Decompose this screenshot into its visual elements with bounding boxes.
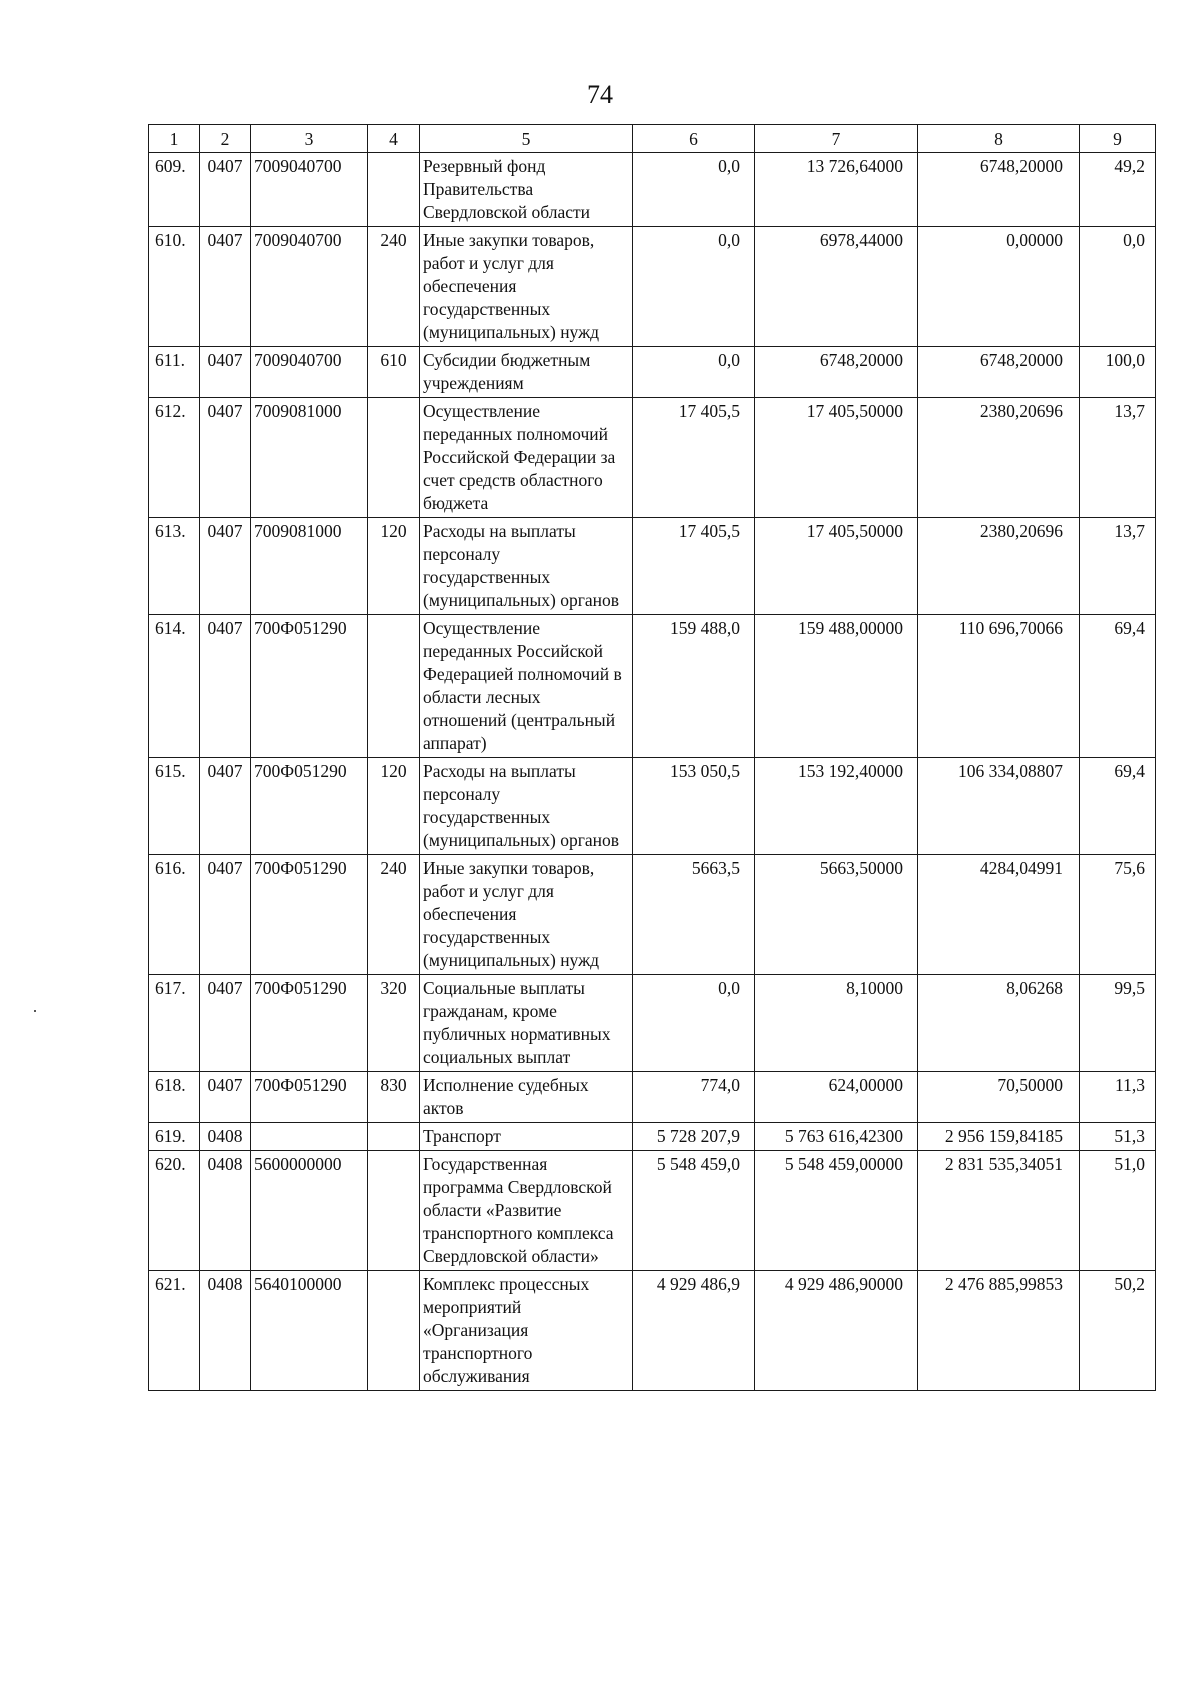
plan-cell: 0,0 [633, 975, 755, 1072]
executed-cell: 110 696,70066 [918, 615, 1080, 758]
percent-cell: 13,7 [1080, 518, 1156, 615]
refined-plan-cell: 624,00000 [755, 1072, 918, 1123]
percent-cell: 100,0 [1080, 347, 1156, 398]
section-code-cell: 0407 [200, 855, 251, 975]
percent-cell: 13,7 [1080, 398, 1156, 518]
table-row [149, 615, 1156, 758]
column-header: 4 [368, 125, 420, 153]
plan-cell: 4 929 486,9 [633, 1271, 755, 1391]
section-code-cell: 0408 [200, 1123, 251, 1151]
target-code-cell: 5640100000 [251, 1271, 368, 1391]
section-code-cell: 0408 [200, 1151, 251, 1271]
refined-plan-cell: 6978,44000 [755, 227, 918, 347]
column-header: 7 [755, 125, 918, 153]
executed-cell: 2 956 159,84185 [918, 1123, 1080, 1151]
percent-cell: 99,5 [1080, 975, 1156, 1072]
section-code-cell: 0408 [200, 1271, 251, 1391]
scan-speck [34, 1010, 36, 1012]
plan-cell: 153 050,5 [633, 758, 755, 855]
refined-plan-cell: 4 929 486,90000 [755, 1271, 918, 1391]
description-cell: Государственная программа Свердловской области «Развитие транспортного комплекса Свердловской области» [420, 1151, 633, 1271]
table-row [149, 975, 1156, 1072]
description-cell: Исполнение судебных актов [420, 1072, 633, 1123]
executed-cell: 6748,20000 [918, 347, 1080, 398]
refined-plan-cell: 17 405,50000 [755, 398, 918, 518]
plan-cell: 5663,5 [633, 855, 755, 975]
plan-cell: 0,0 [633, 153, 755, 227]
row-number-cell: 613. [149, 518, 200, 615]
expense-type-cell [368, 1271, 420, 1391]
refined-plan-cell: 5 548 459,00000 [755, 1151, 918, 1271]
table-row [149, 347, 1156, 398]
expense-type-cell [368, 153, 420, 227]
target-code-cell: 700Ф051290 [251, 615, 368, 758]
budget-table [148, 124, 1156, 1391]
column-header: 1 [149, 125, 200, 153]
section-code-cell: 0407 [200, 227, 251, 347]
table-row [149, 758, 1156, 855]
description-cell: Субсидии бюджетным учреждениям [420, 347, 633, 398]
row-number-cell: 612. [149, 398, 200, 518]
column-header: 5 [420, 125, 633, 153]
section-code-cell: 0407 [200, 615, 251, 758]
target-code-cell: 7009040700 [251, 227, 368, 347]
table-row [149, 855, 1156, 975]
description-cell: Расходы на выплаты персоналу государственных (муниципальных) органов [420, 758, 633, 855]
row-number-cell: 614. [149, 615, 200, 758]
refined-plan-cell: 5 763 616,42300 [755, 1123, 918, 1151]
description-cell: Осуществление переданных полномочий Российской Федерации за счет средств областного бюджета [420, 398, 633, 518]
percent-cell: 49,2 [1080, 153, 1156, 227]
description-cell: Иные закупки товаров, работ и услуг для обеспечения государственных (муниципальных) нужд [420, 855, 633, 975]
percent-cell: 0,0 [1080, 227, 1156, 347]
expense-type-cell [368, 398, 420, 518]
expense-type-cell [368, 1151, 420, 1271]
plan-cell: 774,0 [633, 1072, 755, 1123]
column-header: 6 [633, 125, 755, 153]
description-cell: Социальные выплаты гражданам, кроме публичных нормативных социальных выплат [420, 975, 633, 1072]
description-cell: Транспорт [420, 1123, 633, 1151]
expense-type-cell: 320 [368, 975, 420, 1072]
row-number-cell: 610. [149, 227, 200, 347]
description-cell: Резервный фонд Правительства Свердловской области [420, 153, 633, 227]
table-row [149, 1271, 1156, 1391]
column-header: 8 [918, 125, 1080, 153]
plan-cell: 5 548 459,0 [633, 1151, 755, 1271]
expense-type-cell: 240 [368, 227, 420, 347]
refined-plan-cell: 159 488,00000 [755, 615, 918, 758]
target-code-cell: 700Ф051290 [251, 975, 368, 1072]
executed-cell: 6748,20000 [918, 153, 1080, 227]
expense-type-cell: 120 [368, 518, 420, 615]
section-code-cell: 0407 [200, 1072, 251, 1123]
expense-type-cell: 830 [368, 1072, 420, 1123]
description-cell: Иные закупки товаров, работ и услуг для обеспечения государственных (муниципальных) нужд [420, 227, 633, 347]
row-number-cell: 615. [149, 758, 200, 855]
table-row [149, 1151, 1156, 1271]
section-code-cell: 0407 [200, 758, 251, 855]
column-header: 2 [200, 125, 251, 153]
expense-type-cell: 240 [368, 855, 420, 975]
table-row [149, 518, 1156, 615]
row-number-cell: 616. [149, 855, 200, 975]
refined-plan-cell: 153 192,40000 [755, 758, 918, 855]
refined-plan-cell: 8,10000 [755, 975, 918, 1072]
refined-plan-cell: 5663,50000 [755, 855, 918, 975]
page-number: 74 [587, 80, 613, 109]
executed-cell: 2 476 885,99853 [918, 1271, 1080, 1391]
target-code-cell: 7009081000 [251, 398, 368, 518]
row-number-cell: 621. [149, 1271, 200, 1391]
executed-cell: 2380,20696 [918, 518, 1080, 615]
target-code-cell: 700Ф051290 [251, 1072, 368, 1123]
executed-cell: 2380,20696 [918, 398, 1080, 518]
percent-cell: 51,0 [1080, 1151, 1156, 1271]
executed-cell: 70,50000 [918, 1072, 1080, 1123]
target-code-cell: 7009040700 [251, 347, 368, 398]
table-row [149, 153, 1156, 227]
plan-cell: 5 728 207,9 [633, 1123, 755, 1151]
target-code-cell [251, 1123, 368, 1151]
table-row [149, 1072, 1156, 1123]
refined-plan-cell: 13 726,64000 [755, 153, 918, 227]
plan-cell: 0,0 [633, 227, 755, 347]
expense-type-cell: 120 [368, 758, 420, 855]
percent-cell: 75,6 [1080, 855, 1156, 975]
row-number-cell: 618. [149, 1072, 200, 1123]
description-cell: Осуществление переданных Российской Федерацией полномочий в области лесных отношений (центральный аппарат) [420, 615, 633, 758]
description-cell: Комплекс процессных мероприятий «Организация транспортного обслуживания [420, 1271, 633, 1391]
executed-cell: 4284,04991 [918, 855, 1080, 975]
target-code-cell: 5600000000 [251, 1151, 368, 1271]
executed-cell: 8,06268 [918, 975, 1080, 1072]
table-row [149, 398, 1156, 518]
target-code-cell: 7009040700 [251, 153, 368, 227]
expense-type-cell [368, 1123, 420, 1151]
percent-cell: 69,4 [1080, 758, 1156, 855]
section-code-cell: 0407 [200, 347, 251, 398]
table-row [149, 1123, 1156, 1151]
expense-type-cell [368, 615, 420, 758]
executed-cell: 0,00000 [918, 227, 1080, 347]
refined-plan-cell: 6748,20000 [755, 347, 918, 398]
section-code-cell: 0407 [200, 518, 251, 615]
row-number-cell: 619. [149, 1123, 200, 1151]
target-code-cell: 700Ф051290 [251, 758, 368, 855]
target-code-cell: 700Ф051290 [251, 855, 368, 975]
row-number-cell: 611. [149, 347, 200, 398]
percent-cell: 51,3 [1080, 1123, 1156, 1151]
description-cell: Расходы на выплаты персоналу государственных (муниципальных) органов [420, 518, 633, 615]
expense-type-cell: 610 [368, 347, 420, 398]
column-header: 3 [251, 125, 368, 153]
row-number-cell: 617. [149, 975, 200, 1072]
executed-cell: 106 334,08807 [918, 758, 1080, 855]
row-number-cell: 620. [149, 1151, 200, 1271]
section-code-cell: 0407 [200, 153, 251, 227]
refined-plan-cell: 17 405,50000 [755, 518, 918, 615]
executed-cell: 2 831 535,34051 [918, 1151, 1080, 1271]
target-code-cell: 7009081000 [251, 518, 368, 615]
column-header: 9 [1080, 125, 1156, 153]
plan-cell: 17 405,5 [633, 398, 755, 518]
percent-cell: 11,3 [1080, 1072, 1156, 1123]
plan-cell: 159 488,0 [633, 615, 755, 758]
header-row [149, 125, 1156, 153]
section-code-cell: 0407 [200, 975, 251, 1072]
plan-cell: 17 405,5 [633, 518, 755, 615]
plan-cell: 0,0 [633, 347, 755, 398]
table-row [149, 227, 1156, 347]
section-code-cell: 0407 [200, 398, 251, 518]
percent-cell: 50,2 [1080, 1271, 1156, 1391]
row-number-cell: 609. [149, 153, 200, 227]
percent-cell: 69,4 [1080, 615, 1156, 758]
